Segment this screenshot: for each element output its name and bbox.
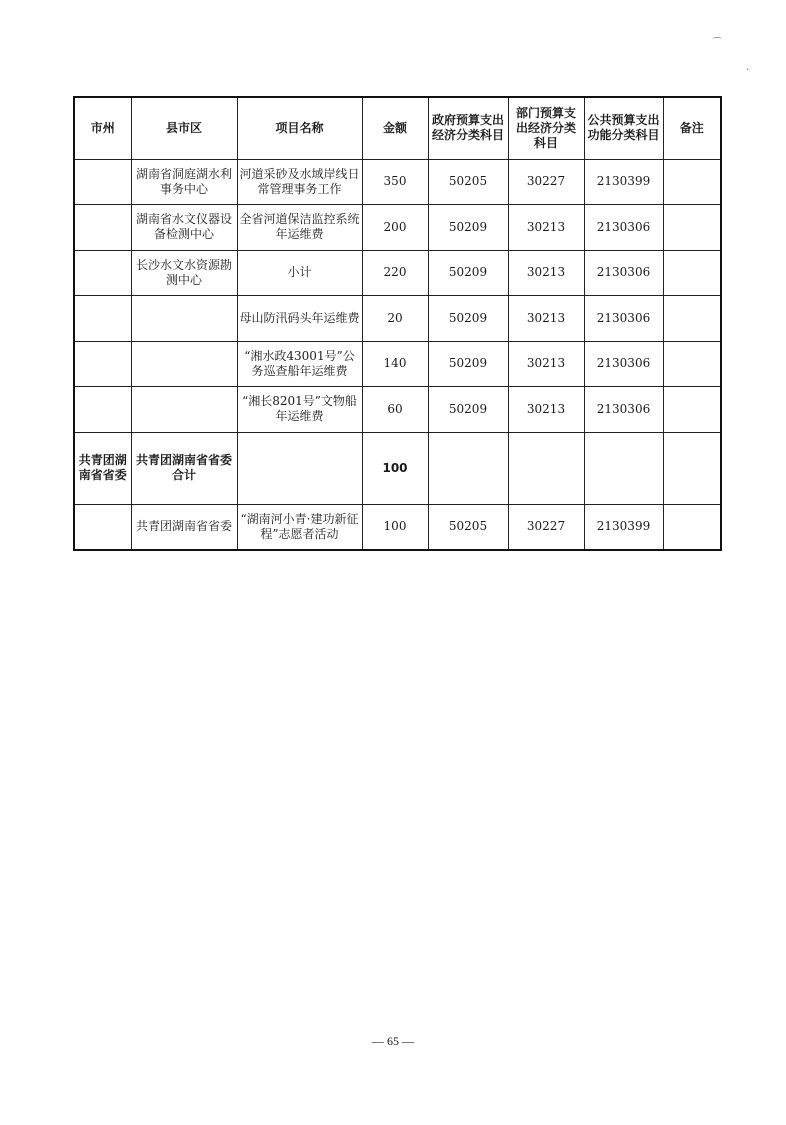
subtotal-row [74,432,721,504]
cell-gov-econ: 50209 [428,205,508,251]
table-row [74,341,721,387]
cell-project: 母山防汛码头年运维费 [237,296,362,342]
cell-note [663,159,721,205]
cell-city: 共青团湖南省省委 [74,432,131,504]
scan-mark: ⌒ [712,38,722,49]
cell-city [74,205,131,251]
cell-gov-econ: 50205 [428,504,508,550]
cell-amount: 350 [362,159,428,205]
cell-city [74,341,131,387]
cell-county: 共青团湖南省省委 [131,504,237,550]
cell-county [131,387,237,433]
cell-function: 2130306 [584,205,663,251]
cell-dept-econ: 30213 [508,296,584,342]
cell-note [663,341,721,387]
table-row [74,387,721,433]
cell-dept-econ: 30213 [508,250,584,296]
cell-gov-econ: 50209 [428,296,508,342]
cell-city [74,159,131,205]
cell-note [663,205,721,251]
cell-dept-econ: 30213 [508,341,584,387]
cell-function: 2130399 [584,159,663,205]
cell-project: “湘水政43001号”公务巡查船年运维费 [237,341,362,387]
budget-table [73,96,722,551]
cell-project: “湖南河小青·建功新征程”志愿者活动 [237,504,362,550]
header-county: 县市区 [131,97,237,159]
cell-amount: 20 [362,296,428,342]
cell-gov-econ [428,432,508,504]
header-dept-econ: 部门预算支出经济分类科目 [508,97,584,159]
cell-gov-econ: 50205 [428,159,508,205]
cell-function: 2130306 [584,296,663,342]
cell-note [663,296,721,342]
cell-function: 2130399 [584,504,663,550]
cell-gov-econ: 50209 [428,387,508,433]
cell-function: 2130306 [584,387,663,433]
cell-city [74,504,131,550]
header-note: 备注 [663,97,721,159]
cell-dept-econ: 30213 [508,387,584,433]
cell-county: 湖南省洞庭湖水利事务中心 [131,159,237,205]
table-row [74,250,721,296]
cell-project: “湘长8201号”文物船年运维费 [237,387,362,433]
table-row [74,205,721,251]
table-row [74,159,721,205]
cell-note [663,250,721,296]
table-row [74,296,721,342]
header-function: 公共预算支出功能分类科目 [584,97,663,159]
table-header-row [74,97,721,159]
header-city: 市州 [74,97,131,159]
cell-note [663,387,721,433]
cell-gov-econ: 50209 [428,341,508,387]
cell-city [74,296,131,342]
cell-gov-econ: 50209 [428,250,508,296]
cell-note [663,504,721,550]
header-project: 项目名称 [237,97,362,159]
cell-amount: 100 [362,432,428,504]
cell-dept-econ: 30227 [508,504,584,550]
cell-dept-econ [508,432,584,504]
cell-county: 共青团湖南省省委合计 [131,432,237,504]
cell-county: 湖南省水文仪器设备检测中心 [131,205,237,251]
scan-mark: . [746,62,750,73]
header-gov-econ: 政府预算支出经济分类科目 [428,97,508,159]
cell-note [663,432,721,504]
cell-amount: 60 [362,387,428,433]
cell-city [74,250,131,296]
table-row [74,504,721,550]
cell-project: 河道采砂及水域岸线日常管理事务工作 [237,159,362,205]
cell-city [74,387,131,433]
cell-county [131,341,237,387]
cell-county [131,296,237,342]
header-amount: 金额 [362,97,428,159]
page-number: — 65 — [372,1034,414,1048]
cell-function [584,432,663,504]
cell-dept-econ: 30213 [508,205,584,251]
cell-project [237,432,362,504]
cell-project: 全省河道保洁监控系统年运维费 [237,205,362,251]
cell-amount: 200 [362,205,428,251]
cell-amount: 140 [362,341,428,387]
cell-dept-econ: 30227 [508,159,584,205]
cell-function: 2130306 [584,250,663,296]
cell-project: 小计 [237,250,362,296]
cell-amount: 100 [362,504,428,550]
cell-function: 2130306 [584,341,663,387]
cell-amount: 220 [362,250,428,296]
cell-county: 长沙水文水资源勘测中心 [131,250,237,296]
